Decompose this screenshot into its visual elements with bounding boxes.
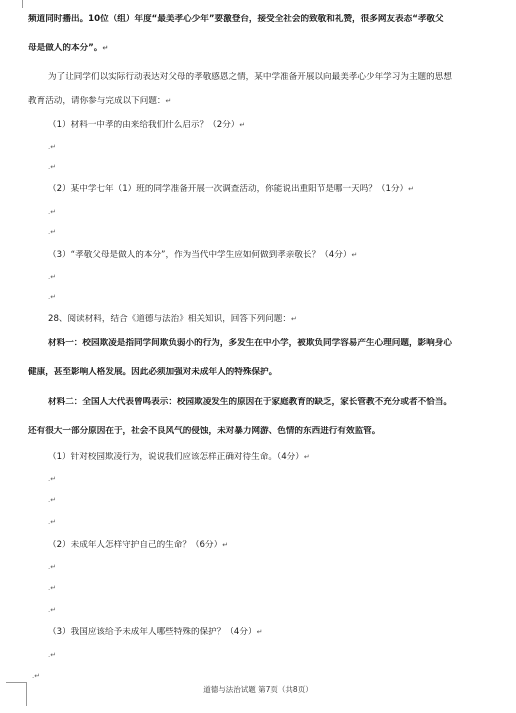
question-28-1: （1）针对校园欺凌行为，说说我们应该怎样正确对待生命。（4分）↵: [48, 452, 310, 462]
answer-space: .↵: [48, 293, 57, 301]
material-1-cont: 健康，甚至影响人格发展。因此必须加强对未成年人的特殊保护。: [28, 367, 278, 377]
answer-space: .↵: [48, 163, 57, 171]
answer-space: .↵: [32, 672, 41, 680]
answer-space: .↵: [48, 563, 57, 571]
paragraph-mark: ↵: [256, 628, 263, 636]
question-28-3: （3）我国应该给予未成年人哪些特殊的保护？（4分）↵: [48, 627, 263, 637]
answer-space: .↵: [48, 584, 57, 592]
answer-space: .↵: [48, 518, 57, 526]
paragraph-3: 为了让同学们以实际行动表达对父母的孝敬感恩之情，某中学准备开展以向最美孝心少年学习为主题的思想: [48, 72, 452, 82]
answer-space: .↵: [48, 228, 57, 236]
paragraph-mark: ↵: [303, 453, 310, 461]
answer-space: .↵: [48, 475, 57, 483]
page-footer: 道德与法治试题 第7页（共8页）: [203, 685, 313, 694]
question-1-2: （2）某中学七年（1）班的同学准备开展一次调查活动，你能说出重阳节是哪一天吗？（1分）↵: [48, 184, 415, 194]
crop-mark-top-left: [22, 0, 23, 8]
answer-space: .↵: [48, 143, 57, 151]
material-1: 材料一：校园欺凌是指同学间欺负弱小的行为，多发生在中小学，被欺负同学容易产生心理问题，影响身心: [48, 338, 452, 348]
paragraph-mark: ↵: [165, 97, 172, 105]
question-1-3: （3）“孝敬父母是做人的本分”，作为当代中学生应如何做到孝亲敬长？（4分）↵: [48, 250, 358, 260]
answer-space: .↵: [48, 606, 57, 614]
question-1-1: （1）材料一中孝的由来给我们什么启示？（2分）↵: [48, 120, 246, 130]
paragraph-mark: ↵: [290, 315, 297, 323]
material-2: 材料二：全国人大代表曾鸣表示：校园欺凌发生的原因在于家庭教育的缺乏，家长管教不充分或者不恰当。: [48, 397, 452, 407]
answer-space: .↵: [48, 496, 57, 504]
paragraph-mark: ↵: [102, 44, 109, 52]
paragraph-mark: ↵: [222, 541, 229, 549]
material-2-cont: 还有很大一部分原因在于，社会不良风气的侵蚀，未对暴力网游、色情的东西进行有效监管。: [28, 426, 381, 436]
answer-space: .↵: [48, 273, 57, 281]
question-28-heading: 28、阅读材料，结合《道德与法治》相关知识，回答下列问题：↵: [48, 314, 297, 324]
paragraph-2: 母是做人的本分”。↵: [28, 43, 109, 53]
answer-space: .↵: [48, 651, 57, 659]
crop-mark-bottom-left-h: [6, 682, 26, 683]
answer-space: .↵: [48, 208, 57, 216]
paragraph-mark: ↵: [351, 251, 358, 259]
question-28-2: （2）未成年人怎样守护自己的生命？（6分）↵: [48, 540, 229, 550]
paragraph-4: 教育活动，请你参与完成以下问题：↵: [28, 96, 172, 106]
paragraph-mark: ↵: [408, 185, 415, 193]
paragraph-mark: ↵: [239, 121, 246, 129]
paragraph-1: 频道同时播出。10位（组）年度“最美孝心少年”要激登台，接受全社会的致敬和礼赞，很多网友表态“孝敬父: [28, 14, 444, 24]
